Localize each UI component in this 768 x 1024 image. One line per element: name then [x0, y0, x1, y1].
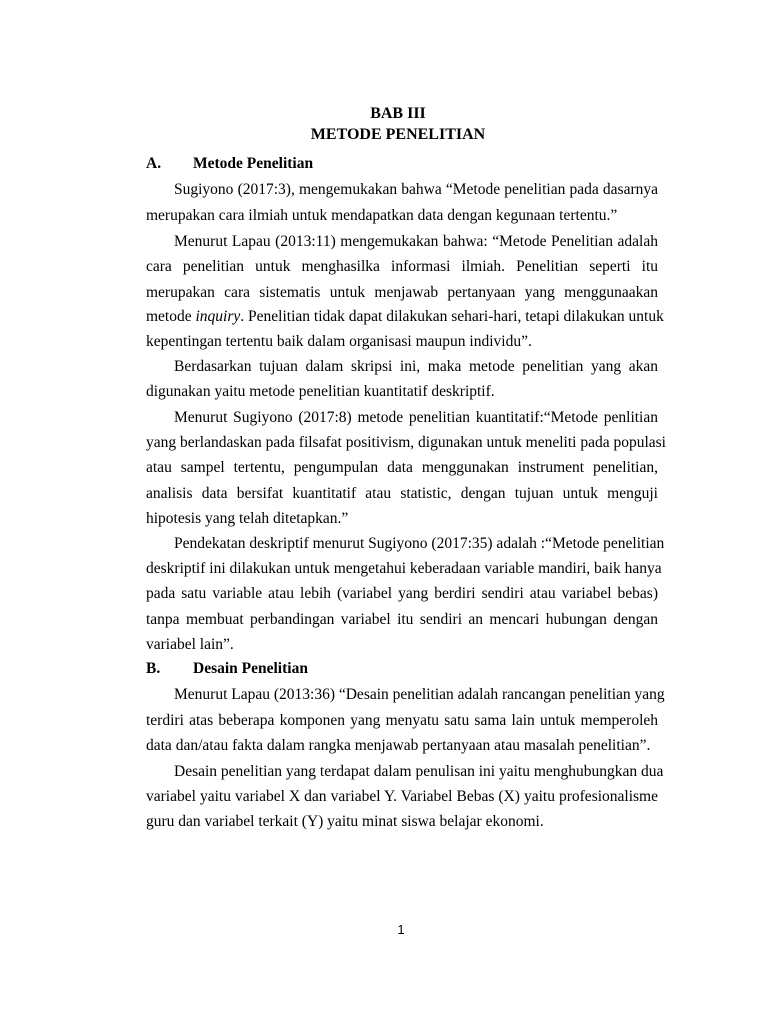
paragraph-line: guru dan variabel terkait (Y) yaitu minat siswa belajar ekonomi. — [146, 813, 544, 830]
paragraph-line: data dan/atau fakta dalam rangka menjawab pertanyaan atau masalah penelitian”. — [146, 737, 651, 754]
paragraph-line: Berdasarkan tujuan dalam skripsi ini, maka metode penelitian yang akan — [174, 358, 658, 375]
section-letter: B. — [146, 660, 161, 677]
section-a-heading — [146, 154, 313, 174]
chapter-title: METODE PENELITIAN — [310, 126, 486, 143]
paragraph-line: terdiri atas beberapa komponen yang menyatu satu sama lain untuk memperoleh — [146, 712, 658, 729]
paragraph-line: Menurut Lapau (2013:11) mengemukakan bahwa: “Metode Penelitian adalah — [174, 233, 658, 250]
page-number: 1 — [397, 922, 405, 937]
section-b-heading — [146, 659, 308, 679]
chapter-number: BAB III — [370, 105, 426, 122]
paragraph-line: variabel lain”. — [146, 636, 234, 653]
paragraph-line: variabel yaitu variabel X dan variabel Y. Variabel Bebas (X) yaitu profesionalisme — [146, 788, 658, 805]
paragraph-line: atau sampel tertentu, pengumpulan data menggunakan instrument penelitian, — [146, 459, 658, 476]
paragraph-line: Menurut Sugiyono (2017:8) metode penelitian kuantitatif:“Metode penlitian — [174, 409, 658, 426]
italic-term: inquiry — [195, 308, 241, 325]
paragraph-line: Pendekatan deskriptif menurut Sugiyono (2017:35) adalah :“Metode penelitian — [174, 535, 665, 552]
paragraph-line: tanpa membuat perbandingan variabel itu sendiri an mencari hubungan dengan — [146, 611, 658, 628]
paragraph-line: kepentingan tertentu baik dalam organisasi maupun individu”. — [146, 333, 532, 350]
section-title: Desain Penelitian — [193, 660, 308, 677]
paragraph-line: yang berlandaskan pada filsafat positivism, digunakan untuk meneliti pada populasi — [146, 434, 666, 451]
section-title: Metode Penelitian — [193, 155, 314, 172]
paragraph-line: merupakan cara sistematis untuk menjawab pertanyaan yang menggunaakan — [146, 284, 658, 301]
paragraph-line: analisis data bersifat kuantitatif atau statistic, dengan tujuan untuk menguji — [146, 485, 658, 502]
paragraph-line: cara penelitian untuk menghasilka informasi ilmiah. Penelitian seperti itu — [146, 258, 658, 275]
paragraph-line: deskriptif ini dilakukan untuk mengetahui keberadaan variable mandiri, baik hanya — [146, 560, 662, 577]
paragraph-line: pada satu variable atau lebih (variabel yang berdiri sendiri atau variabel bebas) — [146, 585, 658, 602]
text-run: metode — [146, 308, 196, 325]
paragraph-line: hipotesis yang telah ditetapkan.” — [146, 510, 349, 527]
paragraph-line: Sugiyono (2017:3), mengemukakan bahwa “Metode penelitian pada dasarnya — [174, 181, 658, 198]
section-letter: A. — [146, 155, 162, 172]
paragraph-line: digunakan yaitu metode penelitian kuantitatif deskriptif. — [146, 383, 495, 400]
paragraph-line: merupakan cara ilmiah untuk mendapatkan data dengan kegunaan tertentu.” — [146, 207, 618, 224]
paragraph-line: Desain penelitian yang terdapat dalam penulisan ini yaitu menghubungkan dua — [174, 763, 664, 780]
paragraph-line-with-italic — [146, 307, 664, 327]
paragraph-line: Menurut Lapau (2013:36) “Desain penelitian adalah rancangan penelitian yang — [174, 686, 665, 703]
text-run: . Penelitian tidak dapat dilakukan sehari-hari, tetapi dilakukan untuk — [240, 308, 664, 325]
